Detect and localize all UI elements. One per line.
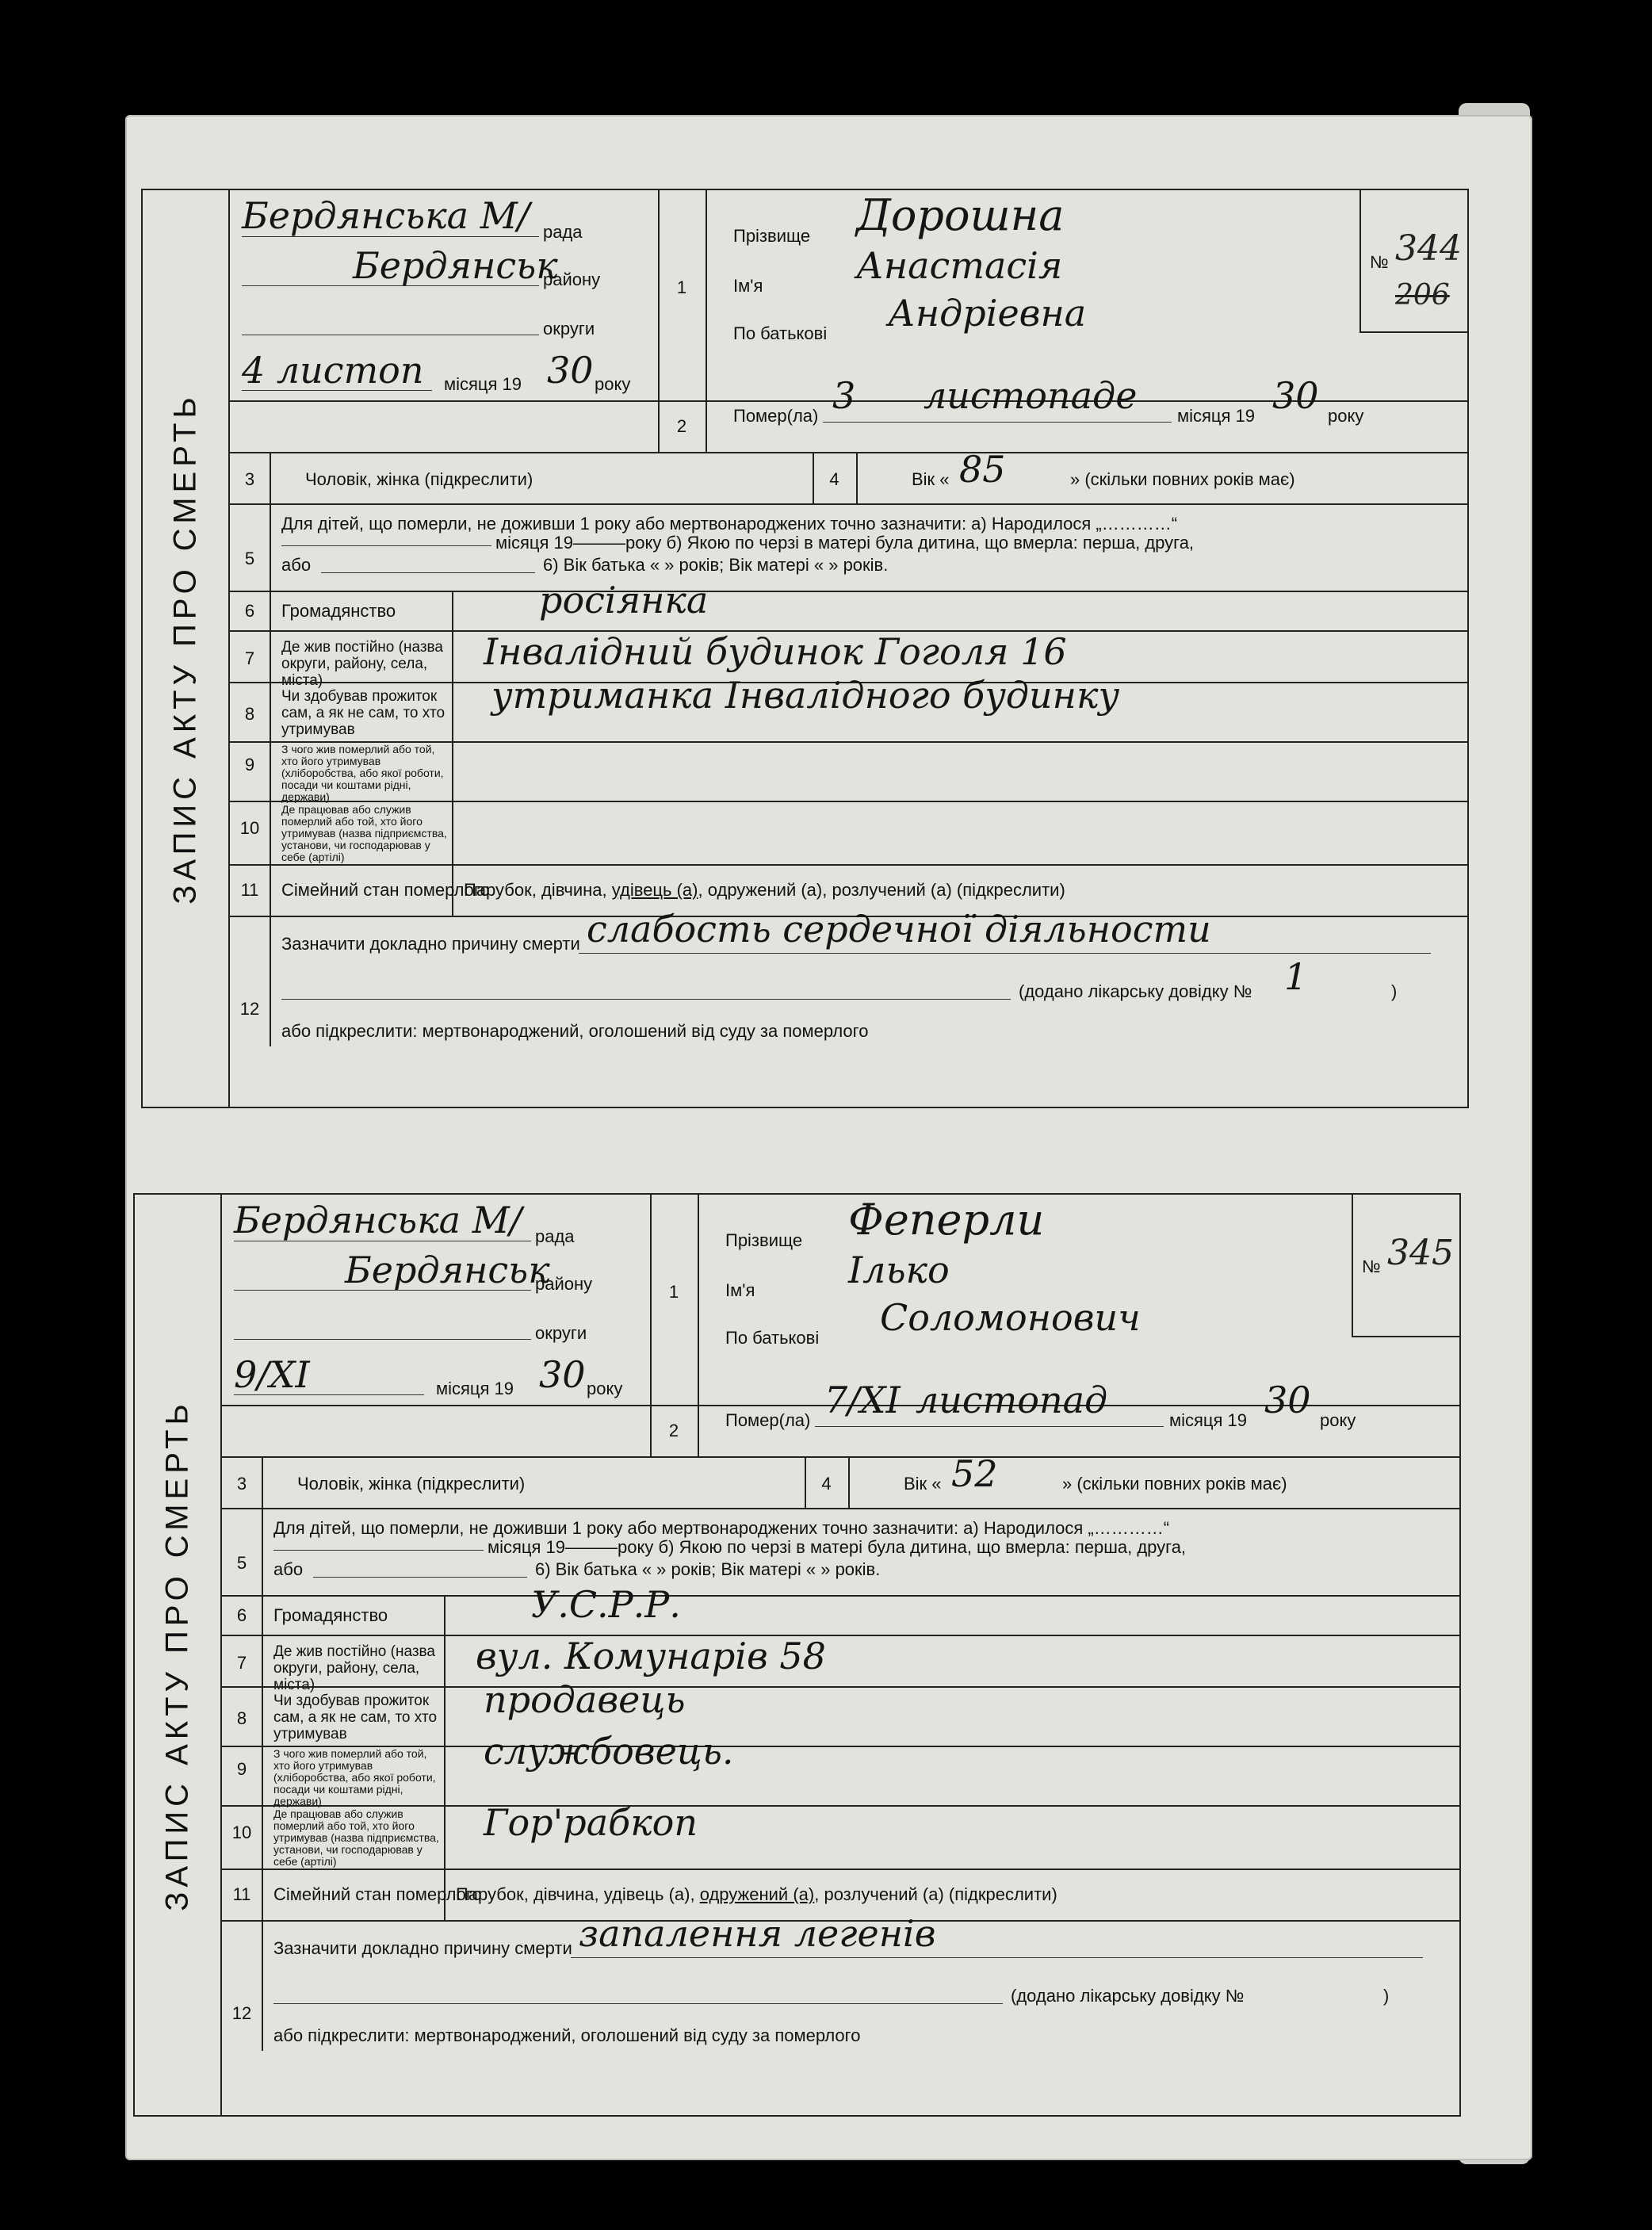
row-number: 11 — [232, 1884, 251, 1904]
residence-label: Де жив постійно (назва округи, району, села, міста) — [281, 639, 443, 689]
age-label: Вік « — [912, 469, 950, 489]
council-label: рада — [535, 1226, 575, 1246]
citizenship-label: Громадянство — [273, 1605, 388, 1625]
infant-line-2: місяця 19———року б) Якою по черзі в матері була дитина, що вмерла: перша, друга, — [488, 1537, 1187, 1557]
marital-option-b: удівець (а) — [611, 880, 698, 900]
certificate-label: (додано лікарську довідку № — [1019, 981, 1252, 1001]
certificate-close: ) — [1383, 1986, 1390, 2006]
field-line — [321, 572, 535, 573]
row-number: 6 — [244, 601, 255, 621]
field-line — [242, 285, 539, 286]
row-number: 7 — [236, 1653, 247, 1673]
divider — [230, 503, 1467, 505]
record-number-value: 345 — [1387, 1233, 1454, 1273]
divider — [848, 1456, 850, 1508]
field-line — [281, 999, 1011, 1000]
age-value: 52 — [951, 1452, 998, 1495]
living-label: Чи здобував прожиток сам, а як не сам, то хто утримував — [273, 1693, 438, 1742]
divider — [222, 1508, 1459, 1509]
death-year-value: 30 — [1264, 1379, 1311, 1421]
spine — [135, 1195, 222, 2115]
marital-options — [456, 1884, 1057, 1905]
district-value: Бердянськ — [345, 1249, 550, 1291]
field-line — [242, 236, 539, 237]
sex-option-a: Чоловік — [297, 1474, 359, 1494]
citizenship-label: Громадянство — [281, 601, 396, 621]
field-line — [234, 1394, 424, 1395]
divider — [698, 1195, 699, 1456]
council-value: Бердянська М/ — [234, 1199, 522, 1241]
age-hint: » (скільки повних років має) — [1070, 469, 1295, 489]
divider — [222, 1595, 1459, 1597]
divider — [230, 864, 1467, 866]
marital-label: Сімейний стан померлого — [273, 1884, 482, 1904]
spine-title: ЗАПИС АКТУ ПРО СМЕРТЬ — [167, 392, 203, 905]
sex-hint: (підкреслити) — [419, 469, 533, 489]
row-number: 9 — [236, 1759, 247, 1779]
divider — [262, 1456, 263, 2051]
divider — [222, 1456, 1459, 1458]
row-number: 8 — [244, 704, 255, 724]
spine-title: ЗАПИС АКТУ ПРО СМЕРТЬ — [159, 1398, 195, 1911]
infant-line-3b: 6) Вік батька « » років; Вік матері « » років. — [543, 555, 889, 575]
row-number: 5 — [236, 1553, 247, 1573]
sex-label — [305, 469, 533, 490]
field-line — [242, 390, 432, 391]
name-label: Ім'я — [733, 276, 763, 296]
row-number: 4 — [829, 469, 839, 489]
living-label: Чи здобував прожиток сам, а як не сам, то хто утримував — [281, 688, 446, 738]
council-label: рада — [543, 222, 583, 242]
sex-hint: (підкреслити) — [411, 1474, 526, 1494]
infant-line-3a: або — [281, 555, 312, 575]
divider — [222, 1869, 1459, 1870]
record-number-value: 344 — [1395, 228, 1462, 269]
row-number: 12 — [239, 999, 260, 1019]
age-label: Вік « — [904, 1474, 942, 1494]
divider — [658, 190, 660, 452]
marital-options — [464, 880, 1065, 901]
row10-label: Де працював або служив померлий або той, хто його утримував (назва підприємства, установи, чи господарював у себе (артілі) — [281, 803, 447, 863]
divider — [270, 452, 271, 1046]
patronymic-value: Андріевна — [888, 292, 1087, 335]
infant-line-1: Для дітей, що померли, не доживши 1 року або мертвонароджених точно зазначити: а) Народилося „…………“ — [273, 1518, 1170, 1538]
citizenship-value: У.С.Р.Р. — [531, 1583, 681, 1626]
cause-value: запалення легенів — [579, 1912, 936, 1955]
certificate-label: (додано лікарську довідку № — [1011, 1986, 1245, 2006]
field-line — [234, 1290, 531, 1291]
divider — [230, 801, 1467, 802]
row-number: 11 — [240, 880, 259, 900]
surname-label: Прізвище — [725, 1230, 803, 1250]
district-value: Бердянськ — [353, 244, 558, 287]
death-day-value: 3 — [832, 374, 856, 417]
number-label: № — [1370, 252, 1389, 272]
row-number: 2 — [668, 1421, 679, 1440]
citizenship-value: росіянка — [539, 579, 709, 622]
death-year-label: року — [1320, 1410, 1356, 1430]
death-month-value: листопад — [916, 1379, 1108, 1421]
field-line — [313, 1577, 527, 1578]
infant-line-2: місяця 19———року б) Якою по черзі в матері була дитина, що вмерла: перша, друга, — [495, 533, 1195, 553]
row9-label: З чого жив померлий або той, хто його утримував (хліборобства, або якої роботи, посади чи коштами рідні, держави) — [273, 1747, 436, 1807]
died-label: Помер(ла) — [725, 1410, 811, 1430]
field-line — [234, 1339, 531, 1340]
death-month-label: місяця 19 — [1169, 1410, 1248, 1430]
sex-option-b: , жінка — [358, 1474, 412, 1494]
patronymic-value: Соломонович — [880, 1296, 1141, 1339]
row-number: 4 — [821, 1474, 832, 1494]
cause-label: Зазначити докладно причину смерти — [281, 934, 580, 954]
living-value: утриманка Інвалідного будинку — [491, 674, 1120, 717]
sex-option-b: жінка — [377, 469, 420, 489]
row-number: 9 — [244, 755, 255, 775]
spine — [143, 190, 230, 1107]
row-number: 3 — [236, 1474, 247, 1494]
registration-month-label: місяця 19 — [436, 1379, 514, 1398]
row-number: 7 — [244, 648, 255, 668]
divider — [222, 1805, 1459, 1807]
row-number: 12 — [231, 2003, 252, 2023]
infant-line-3b: 6) Вік батька « » років; Вік матері « » років. — [535, 1559, 881, 1579]
field-line — [579, 953, 1431, 954]
surname-label: Прізвище — [733, 226, 811, 246]
marital-option-c: , одружений (а), розлучений (а) (підкреслити) — [698, 880, 1065, 900]
marital-option-b: одружений (а) — [699, 1884, 815, 1904]
row-number: 6 — [236, 1605, 247, 1625]
row-number: 1 — [668, 1282, 679, 1302]
death-month-value: листопаде — [924, 374, 1138, 417]
infant-line-1: Для дітей, що померли, не доживши 1 року або мертвонароджених точно зазначити: а) Народилося „…………“ — [281, 514, 1178, 534]
divider — [230, 452, 1467, 453]
registration-date-value: 4 листоп — [242, 349, 424, 392]
death-month-label: місяця 19 — [1177, 406, 1256, 426]
council-value: Бердянська М/ — [242, 194, 530, 237]
field-line — [571, 1957, 1423, 1958]
marital-option-c: , розлучений (а) (підкреслити) — [814, 1884, 1057, 1904]
divider — [222, 1635, 1459, 1636]
died-label: Помер(ла) — [733, 406, 819, 426]
field-line — [273, 2003, 1003, 2004]
number-label: № — [1362, 1257, 1381, 1276]
divider — [650, 1195, 652, 1456]
living-value: продавець — [484, 1678, 686, 1721]
row10-label: Де працював або служив померлий або той, хто його утримував (назва підприємства, установи, чи господарював у себе (артілі) — [273, 1807, 439, 1868]
certificate-close: ) — [1391, 981, 1398, 1001]
marital-label: Сімейний стан померлого — [281, 880, 490, 900]
row-number: 8 — [236, 1708, 247, 1728]
field-line — [273, 1550, 484, 1551]
death-record-form — [133, 1193, 1461, 2117]
name-value: Ілько — [848, 1249, 950, 1291]
registration-date-value: 9/XI — [234, 1353, 310, 1396]
death-record-form — [141, 189, 1469, 1108]
divider — [706, 190, 707, 452]
residence-value: Інвалідний будинок Гоголя 16 — [484, 630, 1067, 673]
residence-label: Де жив постійно (назва округи, району, села, міста) — [273, 1643, 435, 1693]
row-number: 10 — [239, 818, 260, 838]
row-number: 10 — [231, 1823, 252, 1842]
row10-value: Гор'рабкоп — [484, 1801, 698, 1844]
field-line — [281, 545, 491, 546]
surname-value: Дорошна — [856, 190, 1065, 240]
marital-option-a: Парубок, дівчина, удівець (а), — [456, 1884, 700, 1904]
district-label: району — [535, 1274, 593, 1294]
district-label: району — [543, 270, 601, 289]
death-day-value: 7/XI — [824, 1379, 901, 1421]
sex-option-a: Чоловік, — [305, 469, 377, 489]
old-record-number-value: 206 — [1395, 279, 1450, 312]
name-label: Ім'я — [725, 1280, 755, 1300]
death-year-label: року — [1328, 406, 1364, 426]
residence-value: вул. Комунарів 58 — [476, 1635, 826, 1677]
cause-value: слабость сердечної діяльности — [587, 908, 1211, 951]
infant-line-3a: або — [273, 1559, 304, 1579]
name-value: Анастасія — [856, 244, 1063, 287]
surname-value: Феперли — [848, 1195, 1045, 1245]
death-year-value: 30 — [1272, 374, 1319, 417]
divider — [856, 452, 858, 503]
okrug-label: округи — [535, 1323, 587, 1343]
patronymic-label: По батькові — [733, 323, 828, 343]
row-number: 3 — [244, 469, 255, 489]
registration-year-value: 30 — [547, 349, 594, 392]
age-hint: » (скільки повних років має) — [1062, 1474, 1287, 1494]
row9-value: службовець. — [484, 1730, 734, 1773]
field-line — [815, 1426, 1164, 1427]
row9-label: З чого жив померлий або той, хто його утримував (хліборобства, або якої роботи, посади чи коштами рідні, держави) — [281, 743, 444, 803]
registration-year-label: року — [587, 1379, 623, 1398]
row-number: 2 — [676, 416, 687, 436]
age-value: 85 — [959, 448, 1006, 491]
divider — [230, 591, 1467, 592]
divider — [222, 1686, 1459, 1688]
registration-month-label: місяця 19 — [444, 374, 522, 394]
sex-label — [297, 1474, 525, 1494]
registration-year-label: року — [595, 374, 631, 394]
row-number: 1 — [676, 277, 687, 297]
cause-label: Зазначити докладно причину смерти — [273, 1938, 572, 1958]
registration-year-value: 30 — [539, 1353, 586, 1396]
okrug-label: округи — [543, 319, 595, 339]
marital-option-a: Парубок, дівчина, — [464, 880, 612, 900]
patronymic-label: По батькові — [725, 1328, 820, 1348]
field-line — [823, 422, 1172, 423]
row-number: 5 — [244, 549, 255, 568]
stillborn-label: або підкреслити: мертвонароджений, оголошений від суду за померлого — [273, 2025, 861, 2045]
certificate-number-value: 1 — [1284, 955, 1308, 998]
stillborn-label: або підкреслити: мертвонароджений, оголошений від суду за померлого — [281, 1021, 869, 1041]
